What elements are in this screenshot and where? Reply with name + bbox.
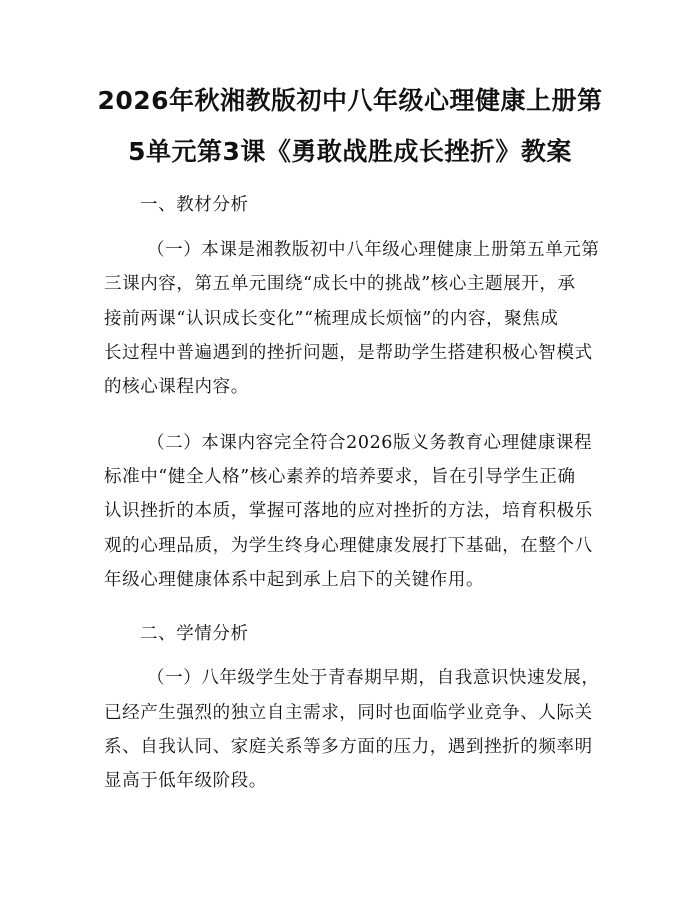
paragraph-line: 观的心理品质，为学生终身心理健康发展打下基础，在整个八: [104, 536, 593, 556]
paragraph-line: 显高于低年级阶段。: [104, 771, 267, 791]
paragraph-line: 系、自我认同、家庭关系等多方面的压力，遇到挫折的频率明: [104, 737, 593, 757]
section-heading-textbook-analysis: 一、教材分析: [140, 195, 249, 215]
paragraph-line: 标准中“健全人格”核心素养的培养要求，旨在引导学生正确: [104, 467, 576, 487]
paragraph-line: 的核心课程内容。: [104, 377, 249, 397]
paragraph-line: 长过程中普遍遇到的挫折问题，是帮助学生搭建积极心智模式: [104, 343, 593, 363]
document-title-line-2: 5单元第3课《勇敢战胜成长挫折》教案: [128, 137, 572, 166]
paragraph-line: 三课内容，第五单元围绕“成长中的挑战”核心主题展开，承: [104, 274, 576, 294]
paragraph-line: （一）本课是湘教版初中八年级心理健康上册第五单元第: [147, 240, 600, 260]
paragraph-line: 年级心理健康体系中起到承上启下的关键作用。: [104, 570, 485, 590]
document-title-line-1: 2026年秋湘教版初中八年级心理健康上册第: [97, 86, 603, 115]
paragraph-line: （一）八年级学生处于青春期早期，自我意识快速发展，: [147, 668, 600, 688]
section-heading-student-analysis: 二、学情分析: [140, 624, 249, 644]
paragraph-line: 接前两课“认识成长变化”“梳理成长烦恼”的内容，聚焦成: [104, 309, 559, 329]
paragraph-line: （二）本课内容完全符合2026版义务教育心理健康课程: [147, 433, 593, 453]
paragraph-line: 已经产生强烈的独立自主需求，同时也面临学业竞争、人际关: [104, 703, 593, 723]
paragraph-line: 认识挫折的本质，掌握可落地的应对挫折的方法，培育积极乐: [104, 501, 593, 521]
